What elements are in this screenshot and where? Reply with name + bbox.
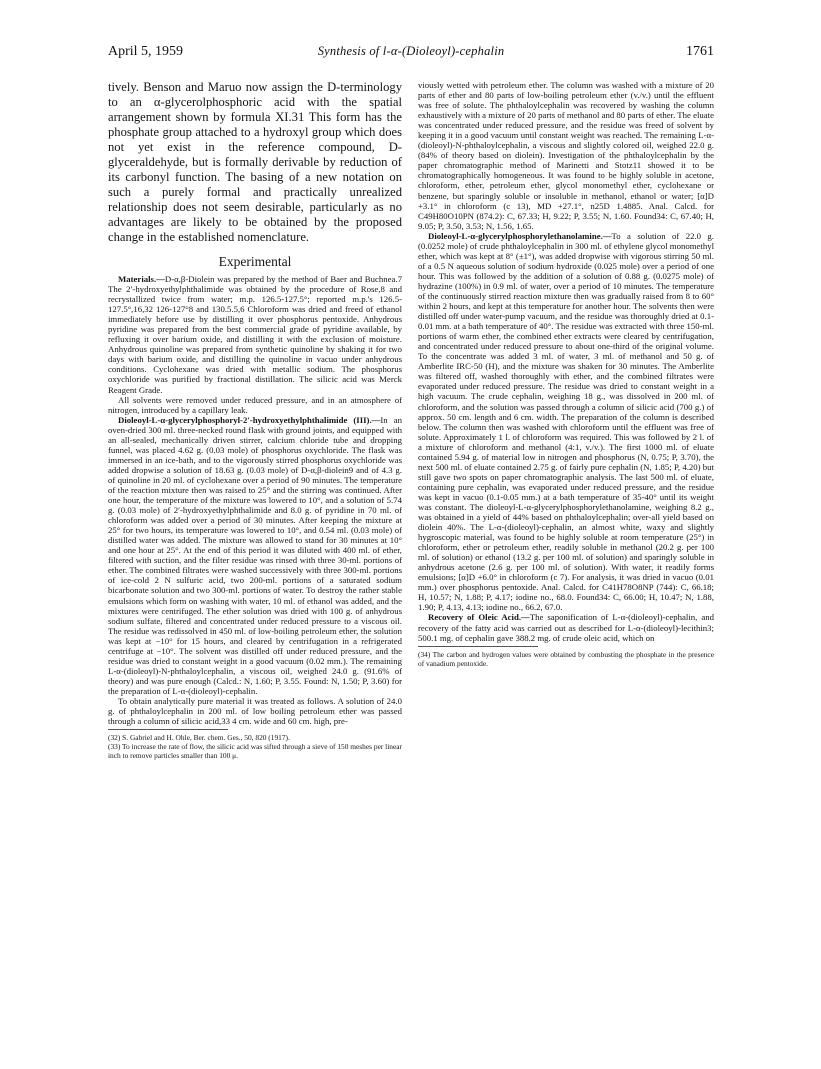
oleic-acid-paragraph (418, 612, 714, 642)
purification-paragraph (108, 696, 402, 726)
purification-text: To obtain analytically pure material it was treated as follows. A solution of 24.0 g. of phthaloylcephalin in 200 ml. of low boiling petroleum ether was passed through a column of silicic acid,33 4 cm. wide and 60 cm. high, pre- (108, 695, 402, 727)
intro-paragraph: tively. Benson and Maruo now assign the D-terminology to an α-glycerolphosphoric acid with the spatial arrangement shown by formula XI.31 This form has the phosphate group attached to a hydroxyl group which does not yet exist in the reference compound, D-glyceraldehyde, but is formally derivable by reduction of its carbonyl function. The basing of a new notation on such a purely formal and practically unrealized relationship does not seem desirable, particularly as no advantages are likely to be obtained by the proposed change in the established nomenclature. (108, 80, 402, 244)
phthalimide-text: In an oven-dried 300 ml. three-necked round flask with ground joints, and equipped with an all-sealed, mechanically driven stirrer, calcium chloride tube and dropping funnel, was placed 4.62 g. (0.03 mole) of phosphorus oxychloride. The flask was immersed in an ice-bath, and to the vigorously stirred phosphorus oxychloride was added dropwise a solution of 18.63 g. (0.03 mole) of D-α,β-diolein9 and of 4.3 g. of quinoline in 20 ml. of cyclohexane over a period of 90 minutes. The temperature of the reaction mixture then was raised to 25° and the stirring was continued. After one hour, the temperature of the mixture was lowered to 10°, and a solution of 5.74 g. (0.03 mole) of 2′-hydroxyethylphthalimide and 8.0 g. of pyridine in 70 ml. of chloroform was added over a period of 30 minutes. After keeping the mixture at 25° for two hours, its temperature was lowered to 10°, and 0.54 ml. (0.03 mole) of distilled water was added. The mixture was allowed to stand for 30 minutes at 10° and one hour at 25°. At the end of this period it was diluted with 400 ml. of ether, filtered with suction, and the filter residue was rinsed with three 30-ml. portions of ether. The combined filtrates were washed successively with three 300-ml. portions of ice-cold 2 N sulfuric acid, two 200-ml. portions of a saturated sodium bicarbonate solution and two 300-ml. portions of water. To destroy the rather stable emulsions which form on washing with water, 10 ml. of ethanol was added, and the mixtures were centrifuged. The ether solution was dried with 100 g. of anhydrous sodium sulfate, filtered and concentrated under reduced pressure to a viscous oil. The residue was redissolved in 450 ml. of low-boiling petroleum ether, the solution was kept at −10° for 15 hours, and cleared by centrifugation in a refrigerated centrifuge at −10°. The solvent was distilled off under reduced pressure, and the residue was dried to constant weight in a good vacuum (0.02 mm.). The remaining L-α-(dioleoyl)-N-phthaloylcephalin, a viscous oil, weighed 24.0 g. (91.6% of theory) and was pure enough (Calcd.: N, 1.60; P, 3.55. Found: N, 1.50; P, 3.60) for the preparation of L-α-(dioleoyl)-cephalin. (108, 414, 402, 696)
materials-paragraph (108, 274, 402, 395)
left-column (108, 80, 402, 760)
right-column (418, 80, 714, 668)
continued-paragraph: viously wetted with petroleum ether. The column was washed with a mixture of 20 parts of ether and 80 parts of low-boiling petroleum ether (v./v.) until the effluent was free of solute. The phthaloylcephalin was recovered by washing the column exhaustively with a mixture of 20 parts of methanol and 80 parts of ether. The eluate was concentrated under reduced pressure, and the residue was freed of solvent by keeping it in a good vacuum until constant weight was reached. The remaining L-α-(dioleoyl)-N-phthaloylcephalin, a viscous and slightly colored oil, weighed 22.0 g. (84% of theory based on diolein). Investigation of the phthaloylcephalin by the paper chromatographic method of Marinetti and Stotz11 showed it to be chromatographically homogeneous. It was found to be highly soluble in acetone, chloroform, ether, petroleum ether, glycol monomethyl ether, cyclohexane or benzene, but sparingly soluble or insoluble in methanol, ethanol or water; [α]D +3.1° in chloroform (c 13), MD +27.1°, n25D 1.4885. Anal. Calcd. for C49H80O10PN (874.2): C, 67.33; H, 9.22; P, 3.55; N, 1.60. Found34: C, 67.40; H, 9.05; P, 3.50, 3.53; N, 1.56, 1.65. (418, 80, 714, 231)
ethanolamine-paragraph (418, 231, 714, 613)
ethanolamine-heading: Dioleoyl-L-α-glycerylphosphorylethanolamine.— (428, 230, 612, 241)
materials-text: D-α,β-Diolein was prepared by the method of Baer and Buchnea.7 The 2′-hydroxyethylphthalimide was obtained by the procedure of Rose,8 and recrystallized twice from water; m.p. 126.5-127.5°; reported m.p.'s 126.5-127.5°,16,32 126-127°8 and 130.5.5,6 Chloroform was dried and freed of ethanol immediately before use by distilling it over phosphorus pentoxide. Anhydrous pyridine was prepared from the best commercial grade of pyridine available, by refluxing it over barium oxide, and distilling it with the exclusion of moisture. Anhydrous quinoline was prepared from synthetic quinoline by shaking it for two days with barium oxide, and distilling the quinoline in vacuo under anhydrous conditions. Cyclohexane was dried with metallic sodium. The phosphorus oxychloride was purified by fractional distillation. The silicic acid was Merck Reagent Grade. (108, 274, 402, 395)
solvents-paragraph (108, 395, 402, 415)
footnote-divider (418, 646, 538, 647)
materials-heading: Materials.— (118, 274, 165, 284)
phthalimide-paragraph (108, 415, 402, 696)
phthalimide-heading: Dioleoyl-L-α-glycerylphosphoryl-2′-hydroxyethylphthalimide (III).— (118, 414, 381, 425)
footnote-32: (32) S. Gabriel and H. Ohle, Ber. chem. Ges., 50, 820 (1917). (108, 733, 290, 743)
footnote-34: (34) The carbon and hydrogen values were obtained by combusting the phosphate in the presence of vanadium pentoxide. (418, 649, 714, 668)
oleic-acid-text: The saponification of L-α-(dioleoyl)-cephalin, and recovery of the fatty acid was carried out as described for L-α-(dioleoyl)-lecithin3; 500.1 mg. of cephalin gave 388.2 mg. of crude oleic acid, which on (418, 612, 714, 643)
footnote-divider (108, 729, 228, 730)
footnote-33: (33) To increase the rate of flow, the silicic acid was sifted through a sieve of 150 meshes per linear inch to remove particles smaller than 100 μ. (108, 742, 402, 761)
solvents-text: All solvents were removed under reduced pressure, and in an atmosphere of nitrogen, introduced by a capillary leak. (108, 394, 402, 415)
issue-date: April 5, 1959 (108, 44, 184, 59)
page-number: 1761 (686, 44, 714, 59)
ethanolamine-text: To a solution of 22.0 g. (0.0252 mole) of crude phthaloylcephalin in 300 ml. of ethylene glycol monomethyl ether, which was kept at 8° (±1°), was added dropwise with vigorous stirring 50 ml. of a 0.5 N aqueous solution of sodium hydroxide (0.025 mole) over a period of one hour. This was followed by the addition of a solution of 0.88 g. (0.0275 mole) of hydrazine (100%) in 0.9 ml. of water, over a period of 10 minutes. The temperature of the continuously stirred reaction mixture then was gradually raised from 8 to 60° within 2 hours, and kept at this temperature for another hour. The solvents then were distilled off under water-pump vacuum, and the residue was thoroughly dried at 0.1-0.01 mm. at a bath temperature of 40°. The residue was extracted with three 150-ml. portions of warm ether, the combined ether extracts were cleared by centrifugation, and concentrated under reduced pressure to about one-third of the original volume. To the concentrate was added 3 ml. of water, 3 ml. of methanol and 50 g. of Amberlite IRC-50 (H), and the mixture was shaken for 30 minutes. The Amberlite was filtered off, washed thoroughly with ether, and the combined filtrates were evaporated under reduced pressure. The residue was dried to constant weight in a high vacuum. The crude cephalin, weighing 18 g., was dissolved in 200 ml. of chloroform, and the solution was passed through a column of silicic acid (700 g.) of approx. 50 cm. length and 6 cm. width. The preparation of the column is described below. The column then was washed with chloroform until the effluent was free of solute. Approximately 1 l. of chloroform was required. This was followed by 2 l. of a mixture of chloroform and methanol (4:1, v./v.). The first 1000 ml. of eluate contained 5.94 g. of material low in nitrogen and phosphorus (N, 0.75; P, 3.70), the next 500 ml. of eluate contained 2.75 g. of fairly pure cephalin (N, 1.85; P, 4.20) but still gave two spots on paper chromatographic analysis. The last 500 ml. of eluate, containing pure cephalin, was evaporated under reduced pressure, and the residue was kept in vacuo (0.1-0.05 mm.) at a bath temperature of 35-40° until its weight was constant. The dioleoyl-L-α-glycerylphosphorylethanolamine, weighing 8.2 g., was obtained in a yield of 44% based on phthaloylcephalin; over-all yield based on diolein 40%. The L-α-(dioleoyl)-cephalin, an almost white, waxy and slightly hygroscopic material, was found to be highly soluble at room temperature (25°) in chloroform, ether or petroleum ether, readily soluble in methanol (20.2 g. per 100 ml. of solution) or ethanol (13.2 g. per 100 ml. of solution) and sparingly soluble in anhydrous acetone (2.6 g. per 100 ml. of solution). With water, it readily forms emulsions; [α]D +6.0° in chloroform (c 7). For analysis, it was dried in vacuo (0.01 mm.) over phosphorus pentoxide. Anal. Calcd. for C41H78O8NP (744): C, 66.18; H, 10.57; N, 1.88; P, 4.17; iodine no., 68.0. Found34: C, 66.00; H, 10.47; N, 1.88, 1.90; P, 4.13, 4.13; iodine no., 66.2, 67.0. (418, 230, 714, 613)
section-heading: Experimental (218, 254, 292, 269)
oleic-acid-heading: Recovery of Oleic Acid.— (428, 612, 530, 623)
running-title: Synthesis of l-α-(Dioleoyl)-cephalin (317, 44, 505, 58)
running-header (108, 44, 714, 62)
